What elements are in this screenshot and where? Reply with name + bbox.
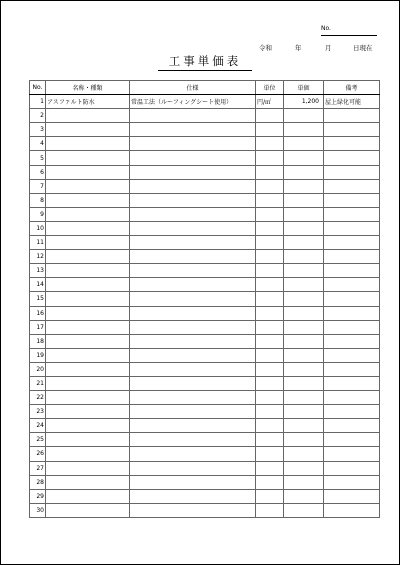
row-number-cell: 12 [30, 250, 46, 264]
table-body [30, 95, 380, 518]
cell-remarks[interactable]: 屋上緑化可能 [324, 95, 380, 109]
cell-price[interactable] [284, 419, 324, 433]
cell-name[interactable] [46, 348, 130, 362]
row-number-cell: 16 [30, 306, 46, 320]
cell-name[interactable] [46, 151, 130, 165]
cell-unit[interactable] [256, 306, 284, 320]
cell-price[interactable] [284, 123, 324, 137]
cell-unit[interactable] [256, 348, 284, 362]
cell-spec[interactable] [130, 362, 256, 376]
cell-name[interactable] [46, 447, 130, 461]
cell-unit[interactable] [256, 250, 284, 264]
table-row [30, 306, 380, 320]
cell-remarks[interactable] [324, 391, 380, 405]
column-header-no: No. [30, 81, 46, 95]
cell-remarks[interactable] [324, 292, 380, 306]
cell-price[interactable] [284, 278, 324, 292]
cell-price[interactable] [284, 391, 324, 405]
cell-remarks[interactable] [324, 123, 380, 137]
cell-remarks[interactable] [324, 489, 380, 503]
cell-price[interactable] [284, 362, 324, 376]
column-header-remarks: 備考 [324, 81, 380, 95]
cell-name[interactable] [46, 306, 130, 320]
cell-price[interactable] [284, 405, 324, 419]
cell-name[interactable] [46, 376, 130, 390]
cell-unit[interactable] [256, 334, 284, 348]
table-row [30, 405, 380, 419]
cell-name[interactable] [46, 193, 130, 207]
cell-price[interactable] [284, 376, 324, 390]
table-row [30, 137, 380, 151]
cell-spec[interactable] [130, 405, 256, 419]
row-number-cell: 28 [30, 475, 46, 489]
cell-spec[interactable] [130, 419, 256, 433]
cell-name[interactable] [46, 278, 130, 292]
cell-remarks[interactable] [324, 109, 380, 123]
cell-name[interactable] [46, 165, 130, 179]
cell-price[interactable] [284, 433, 324, 447]
table-row [30, 376, 380, 390]
cell-price[interactable] [284, 137, 324, 151]
row-number-cell: 18 [30, 334, 46, 348]
cell-spec[interactable] [130, 123, 256, 137]
cell-remarks[interactable] [324, 306, 380, 320]
table-row [30, 165, 380, 179]
cell-remarks[interactable] [324, 503, 380, 517]
cell-price[interactable] [284, 264, 324, 278]
row-number-cell: 27 [30, 461, 46, 475]
cell-unit[interactable] [256, 264, 284, 278]
cell-spec[interactable] [130, 179, 256, 193]
row-number-cell: 30 [30, 503, 46, 517]
cell-price[interactable]: 1,200 [284, 95, 324, 109]
cell-name[interactable] [46, 207, 130, 221]
cell-unit[interactable] [256, 179, 284, 193]
cell-unit[interactable] [256, 137, 284, 151]
cell-price[interactable] [284, 109, 324, 123]
cell-name[interactable] [46, 109, 130, 123]
cell-remarks[interactable] [324, 221, 380, 235]
cell-name[interactable] [46, 250, 130, 264]
cell-name[interactable]: アスファルト防水 [46, 95, 130, 109]
row-number-cell: 4 [30, 137, 46, 151]
cell-remarks[interactable] [324, 348, 380, 362]
cell-remarks[interactable] [324, 447, 380, 461]
cell-name[interactable] [46, 405, 130, 419]
table-row [30, 278, 380, 292]
cell-unit[interactable] [256, 362, 284, 376]
row-number-cell: 21 [30, 376, 46, 390]
row-number-cell: 22 [30, 391, 46, 405]
cell-price[interactable] [284, 461, 324, 475]
cell-name[interactable] [46, 362, 130, 376]
cell-remarks[interactable] [324, 419, 380, 433]
row-number-cell: 14 [30, 278, 46, 292]
cell-remarks[interactable] [324, 362, 380, 376]
cell-unit[interactable] [256, 320, 284, 334]
row-number-cell: 11 [30, 236, 46, 250]
cell-remarks[interactable] [324, 461, 380, 475]
cell-unit[interactable] [256, 447, 284, 461]
row-number-cell: 6 [30, 165, 46, 179]
cell-unit[interactable] [256, 376, 284, 390]
cell-name[interactable] [46, 236, 130, 250]
cell-unit[interactable] [256, 419, 284, 433]
table-row [30, 250, 380, 264]
table-row [30, 489, 380, 503]
cell-price[interactable] [284, 207, 324, 221]
row-number-cell: 2 [30, 109, 46, 123]
date-line [257, 43, 381, 53]
cell-price[interactable] [284, 292, 324, 306]
cell-remarks[interactable] [324, 137, 380, 151]
cell-spec[interactable] [130, 320, 256, 334]
cell-unit[interactable] [256, 109, 284, 123]
row-number-cell: 8 [30, 193, 46, 207]
cell-spec[interactable] [130, 433, 256, 447]
cell-unit[interactable] [256, 221, 284, 235]
cell-price[interactable] [284, 334, 324, 348]
row-number-cell: 9 [30, 207, 46, 221]
table-row [30, 207, 380, 221]
cell-name[interactable] [46, 475, 130, 489]
cell-unit[interactable] [256, 165, 284, 179]
table-row [30, 475, 380, 489]
cell-spec[interactable] [130, 221, 256, 235]
page-title: 工事単価表 [158, 53, 252, 71]
row-number-cell: 15 [30, 292, 46, 306]
cell-name[interactable] [46, 221, 130, 235]
table-row [30, 292, 380, 306]
row-number-cell: 24 [30, 419, 46, 433]
row-number-cell: 26 [30, 447, 46, 461]
cell-price[interactable] [284, 447, 324, 461]
cell-price[interactable] [284, 165, 324, 179]
cell-name[interactable] [46, 419, 130, 433]
cell-remarks[interactable] [324, 264, 380, 278]
cell-spec[interactable] [130, 264, 256, 278]
cell-unit[interactable] [256, 475, 284, 489]
cell-remarks[interactable] [324, 334, 380, 348]
table-row [30, 433, 380, 447]
table-row [30, 95, 380, 109]
cell-remarks[interactable] [324, 207, 380, 221]
cell-remarks[interactable] [324, 236, 380, 250]
row-number-cell: 13 [30, 264, 46, 278]
table-row [30, 320, 380, 334]
cell-price[interactable] [284, 193, 324, 207]
as-of-date-label: 日現在 [353, 44, 373, 52]
table-row [30, 123, 380, 137]
cell-price[interactable] [284, 320, 324, 334]
table-row [30, 391, 380, 405]
cell-remarks[interactable] [324, 179, 380, 193]
cell-price[interactable] [284, 151, 324, 165]
cell-unit[interactable] [256, 193, 284, 207]
table-row [30, 348, 380, 362]
cell-spec[interactable] [130, 489, 256, 503]
cell-unit[interactable] [256, 292, 284, 306]
cell-price[interactable] [284, 236, 324, 250]
year-label: 年 [295, 44, 302, 52]
cell-spec[interactable] [130, 348, 256, 362]
cell-unit[interactable] [256, 207, 284, 221]
column-header-spec: 仕様 [130, 81, 256, 95]
cell-name[interactable] [46, 179, 130, 193]
cell-name[interactable] [46, 433, 130, 447]
table-row [30, 151, 380, 165]
month-label: 月 [325, 44, 332, 52]
table-row [30, 109, 380, 123]
cell-unit[interactable] [256, 236, 284, 250]
cell-spec[interactable] [130, 250, 256, 264]
cell-name[interactable] [46, 391, 130, 405]
cell-remarks[interactable] [324, 475, 380, 489]
cell-spec[interactable]: 常温工法（ルーフィングシート使用） [130, 95, 256, 109]
cell-name[interactable] [46, 264, 130, 278]
cell-name[interactable] [46, 461, 130, 475]
table-row [30, 236, 380, 250]
cell-unit[interactable]: 円/㎡ [256, 95, 284, 109]
table-row [30, 193, 380, 207]
cell-price[interactable] [284, 503, 324, 517]
cell-spec[interactable] [130, 278, 256, 292]
cell-spec[interactable] [130, 334, 256, 348]
table-row [30, 334, 380, 348]
cell-spec[interactable] [130, 461, 256, 475]
cell-name[interactable] [46, 137, 130, 151]
cell-spec[interactable] [130, 207, 256, 221]
table-row [30, 461, 380, 475]
cell-remarks[interactable] [324, 433, 380, 447]
table-row [30, 221, 380, 235]
cell-spec[interactable] [130, 236, 256, 250]
cell-remarks[interactable] [324, 151, 380, 165]
row-number-cell: 7 [30, 179, 46, 193]
cell-price[interactable] [284, 489, 324, 503]
cell-remarks[interactable] [324, 193, 380, 207]
cell-name[interactable] [46, 320, 130, 334]
column-header-price: 単価 [284, 81, 324, 95]
cell-price[interactable] [284, 179, 324, 193]
cell-spec[interactable] [130, 447, 256, 461]
document-number-field[interactable] [321, 23, 377, 36]
cell-spec[interactable] [130, 193, 256, 207]
row-number-cell: 17 [30, 320, 46, 334]
cell-price[interactable] [284, 250, 324, 264]
unit-price-table [29, 80, 380, 518]
cell-spec[interactable] [130, 137, 256, 151]
cell-spec[interactable] [130, 475, 256, 489]
cell-name[interactable] [46, 123, 130, 137]
table-header-row [30, 81, 380, 95]
table-row [30, 447, 380, 461]
cell-remarks[interactable] [324, 278, 380, 292]
cell-spec[interactable] [130, 376, 256, 390]
row-number-cell: 5 [30, 151, 46, 165]
cell-spec[interactable] [130, 292, 256, 306]
cell-spec[interactable] [130, 109, 256, 123]
cell-unit[interactable] [256, 123, 284, 137]
cell-name[interactable] [46, 503, 130, 517]
cell-spec[interactable] [130, 165, 256, 179]
cell-unit[interactable] [256, 278, 284, 292]
cell-remarks[interactable] [324, 165, 380, 179]
table-row [30, 179, 380, 193]
row-number-cell: 20 [30, 362, 46, 376]
cell-remarks[interactable] [324, 250, 380, 264]
era-label: 令和 [259, 44, 272, 52]
cell-spec[interactable] [130, 306, 256, 320]
cell-unit[interactable] [256, 461, 284, 475]
cell-price[interactable] [284, 348, 324, 362]
cell-spec[interactable] [130, 503, 256, 517]
row-number-cell: 29 [30, 489, 46, 503]
cell-name[interactable] [46, 292, 130, 306]
table-row [30, 419, 380, 433]
row-number-cell: 1 [30, 95, 46, 109]
cell-name[interactable] [46, 334, 130, 348]
row-number-cell: 25 [30, 433, 46, 447]
cell-unit[interactable] [256, 151, 284, 165]
cell-unit[interactable] [256, 391, 284, 405]
cell-price[interactable] [284, 306, 324, 320]
row-number-cell: 10 [30, 221, 46, 235]
cell-price[interactable] [284, 475, 324, 489]
column-header-name: 名称・種類 [46, 81, 130, 95]
cell-price[interactable] [284, 221, 324, 235]
cell-remarks[interactable] [324, 376, 380, 390]
column-header-unit: 単位 [256, 81, 284, 95]
cell-remarks[interactable] [324, 320, 380, 334]
document-number-label: No. [321, 25, 331, 32]
table-row [30, 264, 380, 278]
table-row [30, 503, 380, 517]
row-number-cell: 19 [30, 348, 46, 362]
cell-unit[interactable] [256, 405, 284, 419]
cell-spec[interactable] [130, 391, 256, 405]
cell-name[interactable] [46, 489, 130, 503]
cell-unit[interactable] [256, 503, 284, 517]
cell-unit[interactable] [256, 433, 284, 447]
cell-spec[interactable] [130, 151, 256, 165]
row-number-cell: 23 [30, 405, 46, 419]
table-row [30, 362, 380, 376]
cell-unit[interactable] [256, 489, 284, 503]
row-number-cell: 3 [30, 123, 46, 137]
cell-remarks[interactable] [324, 405, 380, 419]
